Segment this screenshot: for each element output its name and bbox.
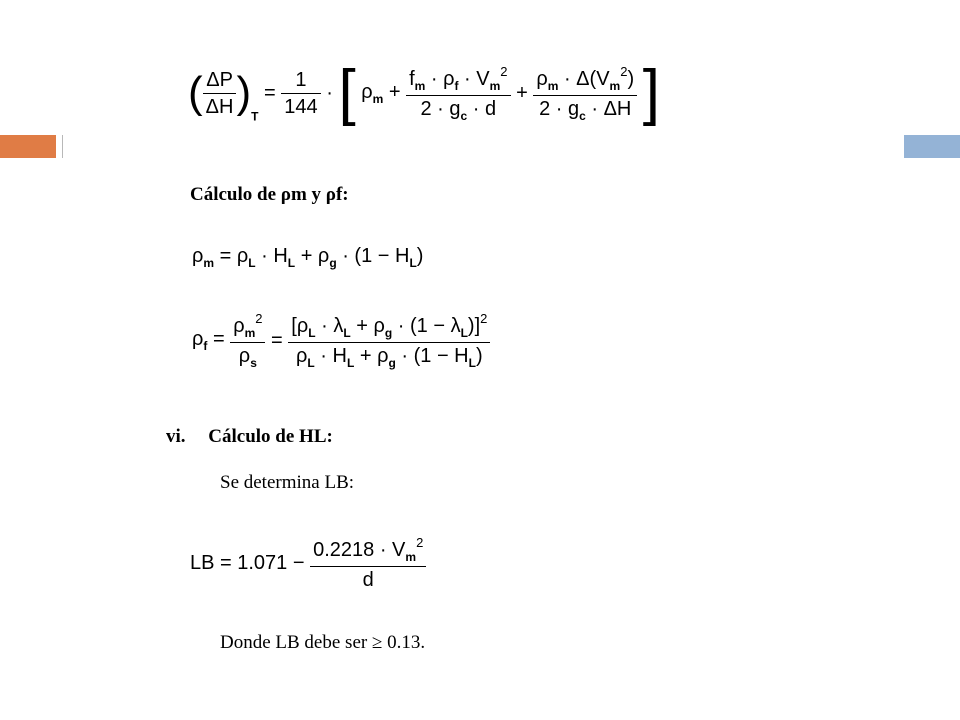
- heading-densities: Cálculo de ρm y ρf:: [190, 184, 349, 205]
- se-determina-text: Se determina LB:: [220, 472, 355, 493]
- section-vi-heading: [166, 426, 333, 448]
- divider-line: [62, 135, 63, 158]
- rho-f-equation: $\rho_f$ = $\frac{\rho_m^2}{\rho_s}$ = $\frac{[\rho_L \cdot \lambda_L + \rho_g \cdot (1 - \lambda_L)]^2}{\rho_L \cdot H_L + \rho_g \cdot (1 - H_L)}$: [192, 312, 490, 369]
- section-number: vi.: [166, 426, 186, 447]
- rho-m-equation: $\rho_m = \rho_L \cdot H_L + \rho_g \cdot (1 - H_L)$: [192, 245, 424, 270]
- pressure-gradient-equation: ( $\frac{\Delta P}{\Delta H}$ )$_T$ = $\frac{1}{144}$ · [ $\rho_m$ + $\frac{f_m \cdot \rho_f \cdot V_m^2}{2 \cdot g_c \cdot d}$ + $\frac{\rho_m \cdot \Delta(V_m^2)}{2 \cdot g_c \cdot \Delta H}$ ]: [188, 58, 660, 127]
- donde-text: Donde LB debe ser ≥ 0.13.: [220, 632, 426, 653]
- accent-bar-right: [904, 135, 960, 158]
- section-title: Cálculo de HL:: [208, 426, 333, 447]
- lb-equation: LB = 1.071 − $\frac{0.2218 \cdot V_m^2}{d}$: [190, 536, 426, 590]
- accent-bar-left: [0, 135, 56, 158]
